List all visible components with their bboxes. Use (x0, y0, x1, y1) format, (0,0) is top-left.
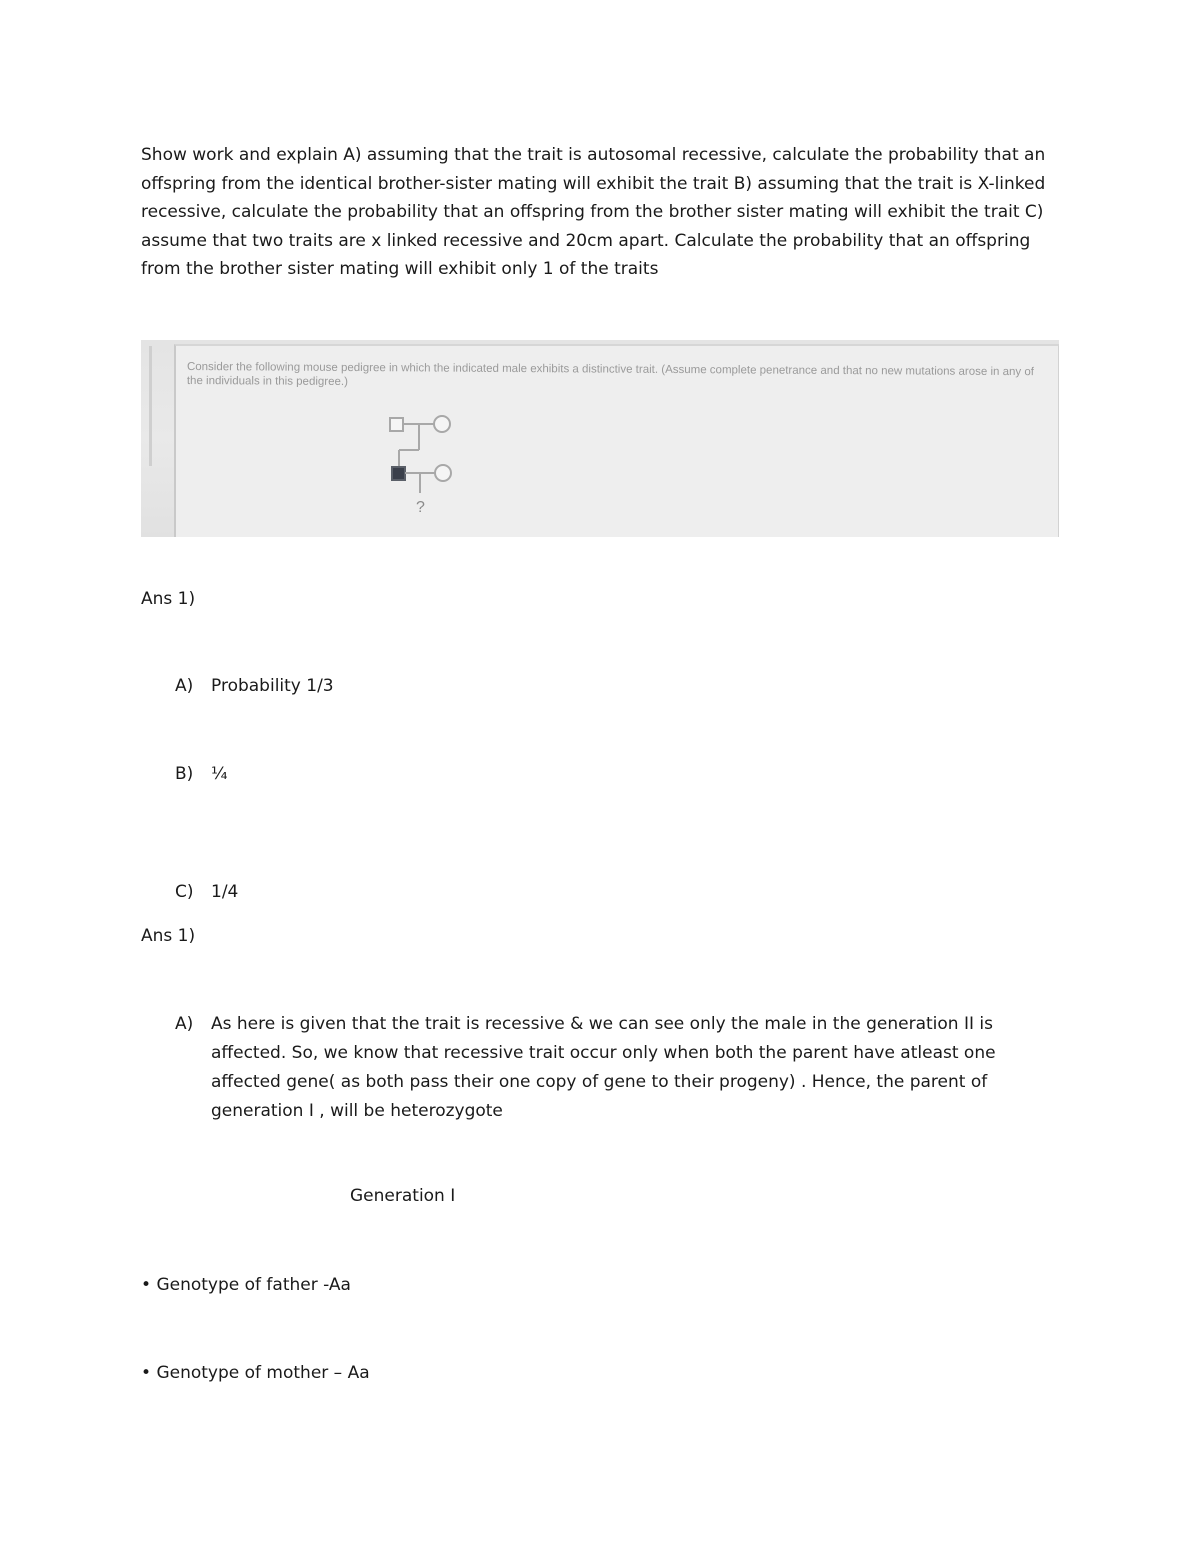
answer-short-c-letter: C) (175, 882, 194, 902)
bullet-mother-genotype (141, 1361, 370, 1385)
question-text: Show work and explain A) assuming that the trait is autosomal recessive, calculate the probability that an offspring from the identical brother-sister mating will exhibit the trait B) assuming that the trait is X-linked recessive, calculate the probability that an offspring from the brother sister mating will exhibit the trait C) assume that two traits are x linked recessive and 20cm apart. Calculate the probability that an offspring from the brother sister mating will exhibit only 1 of the traits (141, 145, 1046, 279)
pedigree-unknown-marker: ? (416, 499, 425, 516)
pedigree-mother-circle (434, 416, 450, 432)
bullet-dot-icon: • (141, 1363, 157, 1383)
generation-label: Generation I (350, 1186, 456, 1206)
pedigree-father-square (390, 418, 403, 431)
answer-short-a-text: Probability 1/3 (211, 676, 334, 696)
answer-short-b-text: ¼ (211, 764, 228, 784)
answer-short-a (175, 674, 334, 698)
answer-short-b-letter: B) (175, 764, 194, 784)
pedigree-affected-male-square (392, 467, 405, 480)
pedigree-figure (141, 340, 1059, 537)
bullet-dot-icon: • (141, 1275, 157, 1295)
bullet-mother-text: Genotype of mother – Aa (156, 1363, 370, 1383)
answer-long-a-text: As here is given that the trait is recessive & we can see only the male in the generation II is affected. So, we know that recessive trait occur only when both the parent have atleast one affected gene( as both pass their one copy of gene to their progeny) . Hence, the parent of generation I , will be heterozygote (211, 1014, 996, 1121)
answer-short-c (175, 880, 238, 904)
bullet-father-text: Genotype of father -Aa (156, 1275, 351, 1295)
answer-short-c-text: 1/4 (211, 882, 239, 902)
answer-heading-short: Ans 1) (141, 589, 196, 609)
answer-long-a (175, 1010, 1035, 1126)
pedigree-mate-circle (435, 465, 451, 481)
answer-short-a-letter: A) (175, 676, 194, 696)
figure-caption: Consider the following mouse pedigree in which the indicated male exhibits a distinctive trait. (Assume complete penetrance and that no new mutations arose in any of the individuals in this pedigree.) (186, 360, 1034, 388)
answer-heading-long: Ans 1) (141, 926, 196, 946)
answer-long-a-letter: A) (175, 1014, 194, 1034)
answer-short-b (175, 762, 227, 786)
bullet-father-genotype (141, 1273, 351, 1297)
pedigree-chart (141, 340, 1059, 537)
